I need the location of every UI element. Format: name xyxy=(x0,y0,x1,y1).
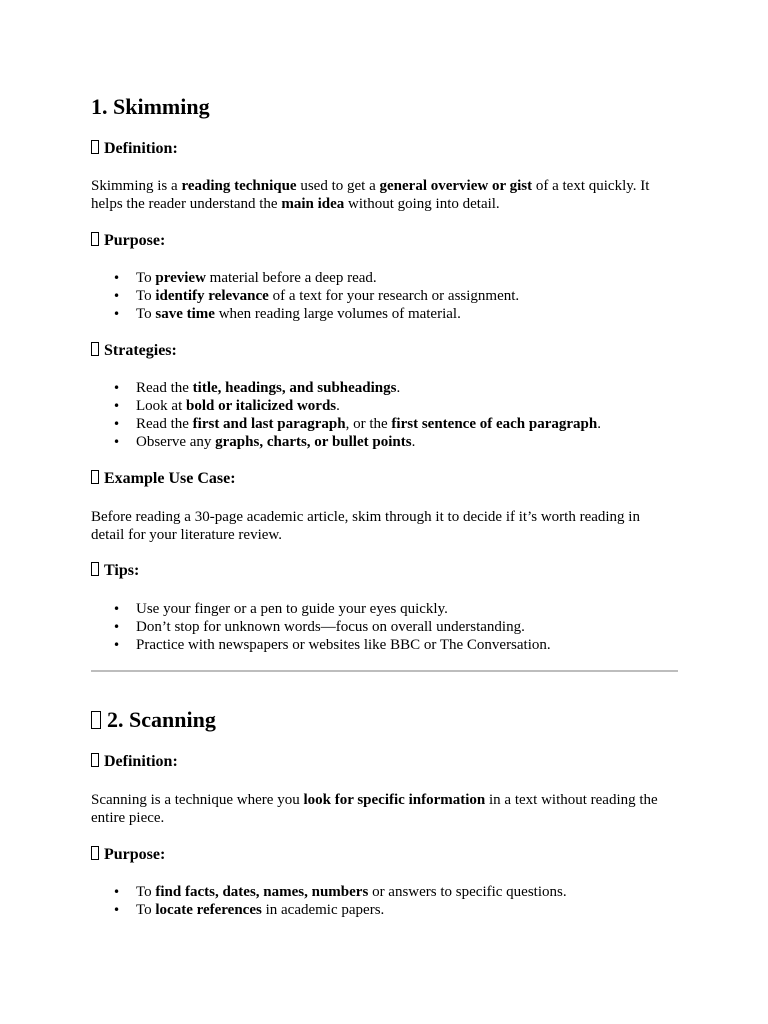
bold-text: locate references xyxy=(155,902,262,918)
missing-glyph-icon xyxy=(91,711,101,729)
skimming-tips-list xyxy=(91,600,551,654)
text-run: used to get a xyxy=(296,178,380,194)
bold-text: bold or italicized words xyxy=(186,398,337,414)
bold-text: title, headings, and subheadings xyxy=(192,380,397,396)
missing-glyph-icon xyxy=(91,342,99,356)
scanning-definition-text xyxy=(91,791,671,827)
skimming-strategies-list xyxy=(91,379,601,451)
text-run: Observe any xyxy=(136,434,216,450)
skimming-example-text: Before reading a 30-page academic article, skim through it to decide if it’s worth reading in detail for your literature review. xyxy=(91,509,640,543)
heading-definition: Definition: xyxy=(91,139,178,159)
missing-glyph-icon xyxy=(91,753,99,767)
text-run: in academic papers. xyxy=(261,902,385,918)
list-item: • Use your finger or a pen to guide your eyes quickly. xyxy=(91,600,551,618)
text-run: when reading large volumes of material. xyxy=(214,306,461,322)
heading-example-use-case: Example Use Case: xyxy=(91,469,236,489)
list-item xyxy=(91,883,567,901)
list-item: • Don’t stop for unknown words—focus on overall understanding. xyxy=(91,618,551,636)
list-item: • Practice with newspapers or websites like BBC or The Conversation. xyxy=(91,636,551,654)
text-run: To xyxy=(136,884,156,900)
list-item xyxy=(91,379,601,397)
section-title-skimming: 1. Skimming xyxy=(91,94,210,119)
missing-glyph-icon xyxy=(91,846,99,860)
missing-glyph-icon xyxy=(91,562,99,576)
bold-text: look for specific information xyxy=(303,792,486,808)
list-item xyxy=(91,305,519,323)
text-run: . xyxy=(336,398,340,414)
heading-tips: Tips: xyxy=(91,561,139,581)
section-divider xyxy=(91,670,678,672)
list-item xyxy=(91,433,601,451)
list-item xyxy=(91,901,567,919)
text-run: To xyxy=(136,270,156,286)
bold-text: main idea xyxy=(281,196,345,212)
list-item xyxy=(91,415,601,433)
text-run: To xyxy=(136,902,156,918)
bold-text: identify relevance xyxy=(155,288,269,304)
text-run: Read the xyxy=(136,416,193,432)
bold-text: reading technique xyxy=(181,178,297,194)
text-run: . xyxy=(396,380,401,396)
text-run: Skimming is a xyxy=(91,178,182,194)
text-run: . xyxy=(597,416,601,432)
heading-definition: Definition: xyxy=(91,752,178,772)
bold-text: first sentence of each paragraph xyxy=(391,416,598,432)
text-run: Look at xyxy=(136,398,186,414)
missing-glyph-icon xyxy=(91,140,99,154)
text-run: without going into detail. xyxy=(344,196,500,212)
heading-purpose: Purpose: xyxy=(91,845,165,865)
text-run: . xyxy=(411,434,416,450)
text-run: To xyxy=(136,288,156,304)
missing-glyph-icon xyxy=(91,470,99,484)
text-run: Scanning is a technique where you xyxy=(91,792,304,808)
skimming-purpose-list xyxy=(91,269,519,323)
scanning-purpose-list xyxy=(91,883,567,919)
missing-glyph-icon xyxy=(91,232,99,246)
list-item xyxy=(91,397,601,415)
section-title-scanning: 2. Scanning xyxy=(91,707,216,733)
list-item xyxy=(91,269,519,287)
bold-text: graphs, charts, or bullet points xyxy=(215,434,412,450)
text-run: in a text without reading the entire piece. xyxy=(91,792,658,826)
bold-text: find facts, dates, names, numbers xyxy=(155,884,369,900)
skimming-definition-text xyxy=(91,177,671,213)
bold-text: preview xyxy=(155,270,206,286)
text-run: or answers to specific questions. xyxy=(368,884,567,900)
bold-text: first and last paragraph xyxy=(192,416,346,432)
bold-text: save time xyxy=(155,306,215,322)
list-item xyxy=(91,287,519,305)
text-run: of a text for your research or assignment. xyxy=(268,288,520,304)
heading-purpose: Purpose: xyxy=(91,231,165,251)
text-run: , or the xyxy=(345,416,392,432)
heading-strategies: Strategies: xyxy=(91,341,177,361)
text-run: material before a deep read. xyxy=(205,270,377,286)
text-run: of a text quickly. It helps the reader understand the xyxy=(91,178,650,212)
bold-text: general overview or gist xyxy=(379,178,533,194)
text-run: Read the xyxy=(136,380,193,396)
text-run: To xyxy=(136,306,156,322)
